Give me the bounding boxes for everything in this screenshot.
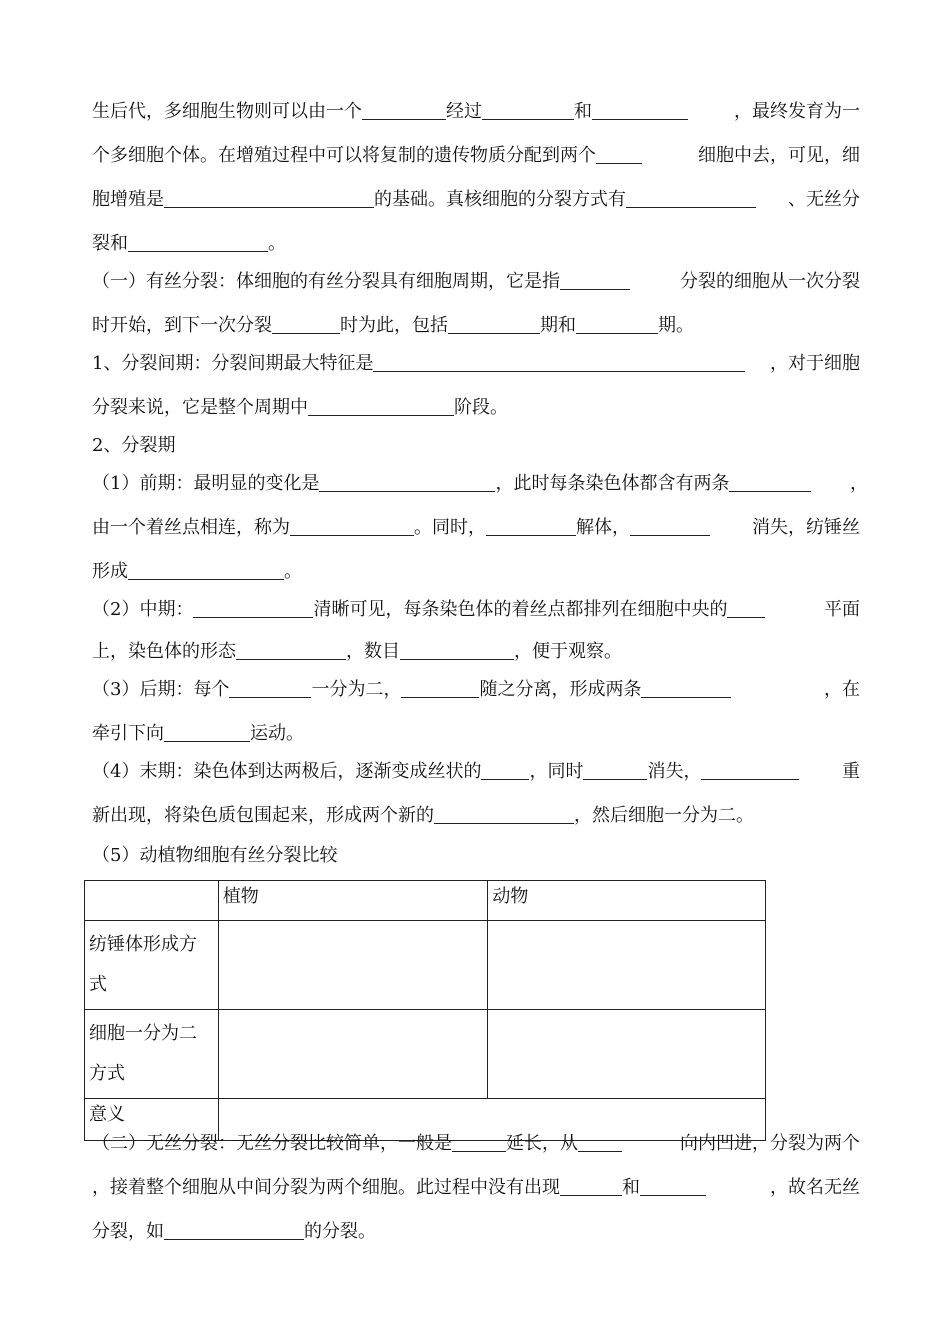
fill-blank[interactable]: [400, 639, 514, 660]
fill-blank[interactable]: [640, 1175, 706, 1196]
fill-blank[interactable]: [578, 1131, 622, 1152]
table-row: [85, 921, 766, 1010]
fill-blank[interactable]: [229, 677, 311, 698]
text-line-15: （3）后期：每个 一分为二， 随之分离，形成两条 ，在: [92, 679, 860, 700]
text-line-12: 形成 。: [92, 561, 302, 582]
fill-blank[interactable]: [701, 759, 799, 780]
text-line-18: 新出现，将染色质包围起来，形成两个新的 ，然后细胞一分为二。: [92, 805, 754, 826]
fill-blank[interactable]: [641, 677, 731, 698]
text-line-8: 分裂来说，它是整个周期中 阶段。: [92, 397, 508, 418]
text-line-6: 时开始，到下一次分裂 时为此，包括 期和 期。: [92, 315, 694, 336]
fill-blank[interactable]: [727, 597, 765, 618]
text-line-13: （2）中期： 清晰可见，每条染色体的着丝点都排列在细胞中央的 平面: [92, 599, 860, 620]
table-cell-input[interactable]: [488, 1010, 766, 1099]
fill-blank[interactable]: [630, 515, 710, 536]
fill-blank[interactable]: [362, 99, 446, 120]
fill-blank[interactable]: [576, 313, 658, 334]
text-line-10: （1）前期：最明显的变化是 ，此时每条染色体都含有两条 ，: [92, 473, 868, 494]
fill-blank[interactable]: [236, 639, 346, 660]
text-line-19: （5）动植物细胞有丝分裂比较: [92, 845, 338, 866]
text-line-5: （一）有丝分裂：体细胞的有丝分裂具有细胞周期，它是指 分裂的细胞从一次分裂: [92, 271, 860, 292]
fill-blank[interactable]: [560, 269, 630, 290]
fill-blank[interactable]: [596, 143, 642, 164]
fill-blank[interactable]: [373, 351, 745, 372]
text-line-9: 2、分裂期: [92, 435, 176, 456]
fill-blank[interactable]: [560, 1175, 622, 1196]
table-row: [85, 1010, 766, 1099]
fill-blank[interactable]: [583, 759, 647, 780]
fill-blank[interactable]: [164, 721, 250, 742]
fill-blank[interactable]: [193, 597, 313, 618]
fill-blank[interactable]: [128, 231, 268, 252]
text-line-4: 裂和 。: [92, 233, 286, 254]
text-line-22: 分裂，如 的分裂。: [92, 1221, 376, 1242]
fill-blank[interactable]: [729, 471, 811, 492]
row-label-meaning: 意义: [85, 1099, 219, 1141]
text-line-7: 1、分裂间期：分裂间期最大特征是 ，对于细胞: [92, 353, 860, 374]
fill-blank[interactable]: [319, 471, 495, 492]
fill-blank[interactable]: [272, 313, 340, 334]
fill-blank[interactable]: [626, 187, 756, 208]
fill-blank[interactable]: [164, 1219, 304, 1240]
row-label-spindle: 纺锤体形成方式: [85, 921, 219, 1010]
text-line-21: ，接着整个细胞从中间分裂为两个细胞。此过程中没有出现 和 ，故名无丝: [92, 1177, 860, 1198]
fill-blank[interactable]: [486, 515, 576, 536]
text-line-17: （4）末期：染色体到达两极后，逐渐变成丝状的 ，同时 消失， 重: [92, 761, 860, 782]
fill-blank[interactable]: [128, 559, 284, 580]
table-cell-input[interactable]: [218, 921, 488, 1010]
text-line-3: 胞增殖是 的基础。真核细胞的分裂方式有 、无丝分: [92, 189, 860, 210]
fill-blank[interactable]: [448, 313, 540, 334]
table-cell-input[interactable]: [218, 1010, 488, 1099]
text-line-14: 上，染色体的形态 ，数目 ，便于观察。: [92, 641, 622, 662]
text-line-2: 个多细胞个体。在增殖过程中可以将复制的遗传物质分配到两个 细胞中去，可见，细: [92, 145, 860, 166]
text-line-20: （二）无丝分裂：无丝分裂比较简单，一般是 延长，从 向内凹进，分裂为两个: [92, 1133, 860, 1154]
header-animal: 动物: [488, 881, 766, 921]
fill-blank[interactable]: [401, 677, 479, 698]
text-line-16: 牵引下向 运动。: [92, 723, 304, 744]
table-cell-corner: [85, 881, 219, 921]
fill-blank[interactable]: [290, 515, 414, 536]
fill-blank[interactable]: [481, 759, 529, 780]
fill-blank[interactable]: [452, 1131, 506, 1152]
text-line-11: 由一个着丝点相连，称为 。同时， 解体， 消失，纺锤丝: [92, 517, 860, 538]
table-header-row: [85, 881, 766, 921]
fill-blank[interactable]: [482, 99, 574, 120]
fill-blank[interactable]: [592, 99, 688, 120]
fill-blank[interactable]: [164, 187, 374, 208]
comparison-table: [84, 880, 766, 1141]
text-line-1: 生后代，多细胞生物则可以由一个 经过 和 ，最终发育为一: [92, 101, 860, 122]
fill-blank[interactable]: [308, 395, 454, 416]
table-cell-input[interactable]: [488, 921, 766, 1010]
header-plant: 植物: [218, 881, 488, 921]
row-label-division: 细胞一分为二方式: [85, 1010, 219, 1099]
fill-blank[interactable]: [434, 803, 574, 824]
